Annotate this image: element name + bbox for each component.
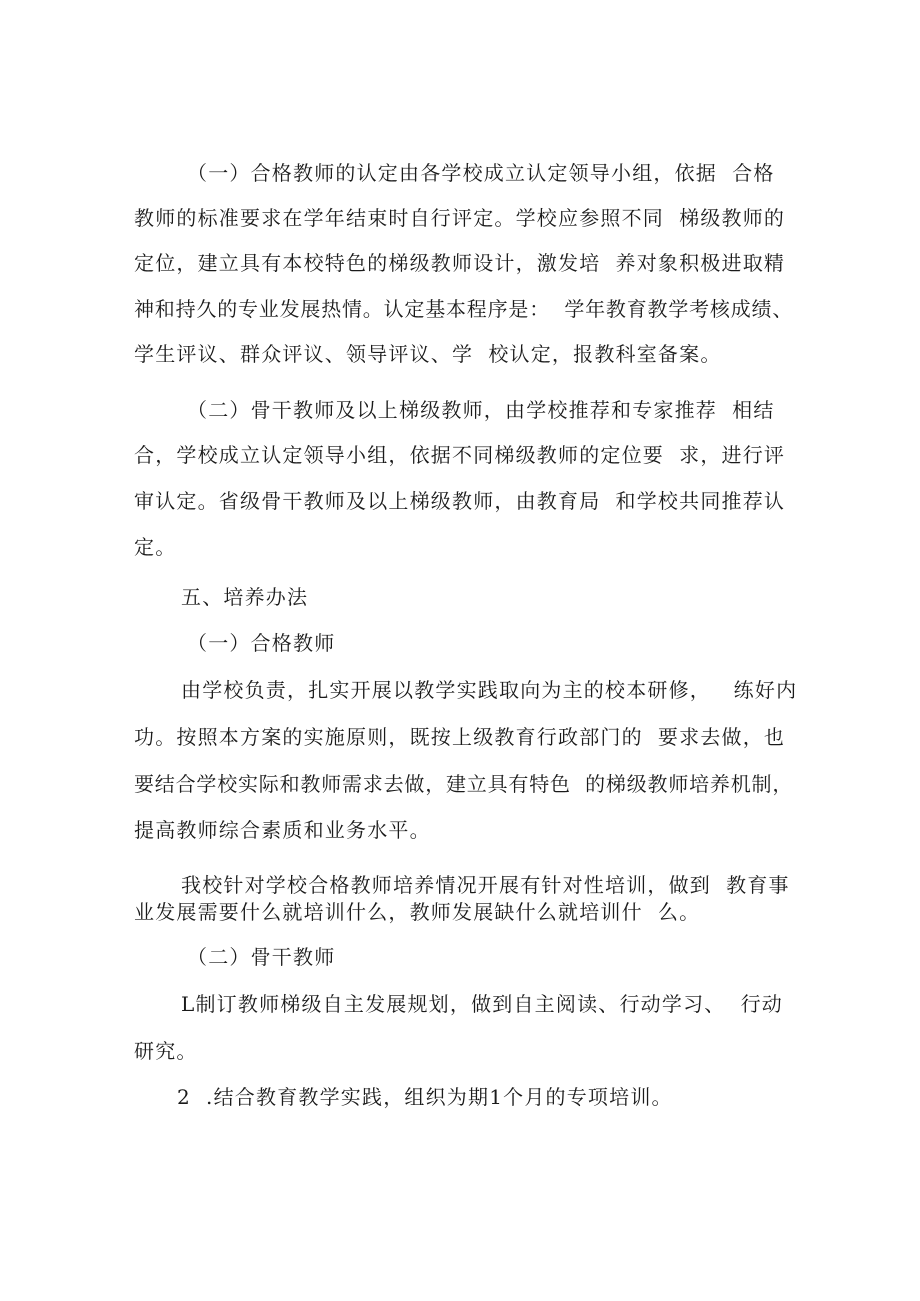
para-1-line-1: （一）合格教师的认定由各学校成立认定领导小组，依据 合格 (187, 161, 775, 185)
para-1-line-5: 学生评议、群众评议、领导评议、学 校认定，报教科室备案。 (134, 342, 722, 366)
para-4-line-1: 我校针对学校合格教师培养情况开展有针对性培训，做到 教育事 (181, 873, 790, 897)
para-3-line-2: 功。按照本方案的实施原则，既按上级教育行政部门的 要求去做，也 (134, 725, 786, 749)
para-2-line-1: （二）骨干教师及以上梯级教师，由学校推荐和专家推荐 相结 (187, 398, 775, 422)
para-2-line-4: 定。 (134, 535, 177, 559)
para-4-line-2: 业发展需要什么就培训什么，教师发展缺什么就培训什 么。 (134, 900, 701, 924)
item-1-line-2: 研究。 (134, 1039, 198, 1063)
para-1-line-2: 教师的标准要求在学年结束时自行评定。学校应参照不同 梯级教师的 (134, 206, 786, 230)
para-1-line-4: 神和持久的专业发展热情。认定基本程序是： 学年教育教学考核成绩、 (134, 297, 794, 321)
para-2-line-3: 审认定。省级骨干教师及以上梯级教师，由教育局 和学校共同推荐认 (134, 489, 786, 513)
para-2-line-2: 合，学校成立认定领导小组，依据不同梯级教师的定位要 求，进行评 (134, 443, 786, 467)
item-1-line-1: L制订教师梯级自主发展规划，做到自主阅读、行动学习、 行动 (181, 992, 783, 1016)
section-heading-five: 五、培养办法 (181, 585, 309, 609)
para-3-line-3: 要结合学校实际和教师需求去做，建立具有特色 的梯级教师培养机制， (134, 772, 794, 796)
para-3-line-1: 由学校负责，扎实开展以教学实践取向为主的校本研修， 练好内 (181, 678, 798, 702)
subheading-key-teachers: （二）骨干教师 (187, 945, 336, 969)
para-1-line-3: 定位，建立具有本校特色的梯级教师设计，激发培 养对象积极进取精 (134, 251, 786, 275)
item-2-line-1: 2 .结合教育教学实践，组织为期1个月的专项培训。 (177, 1085, 673, 1109)
para-3-line-4: 提高教师综合素质和业务水平。 (134, 818, 431, 842)
subheading-qualified-teachers: （一）合格教师 (187, 631, 336, 655)
